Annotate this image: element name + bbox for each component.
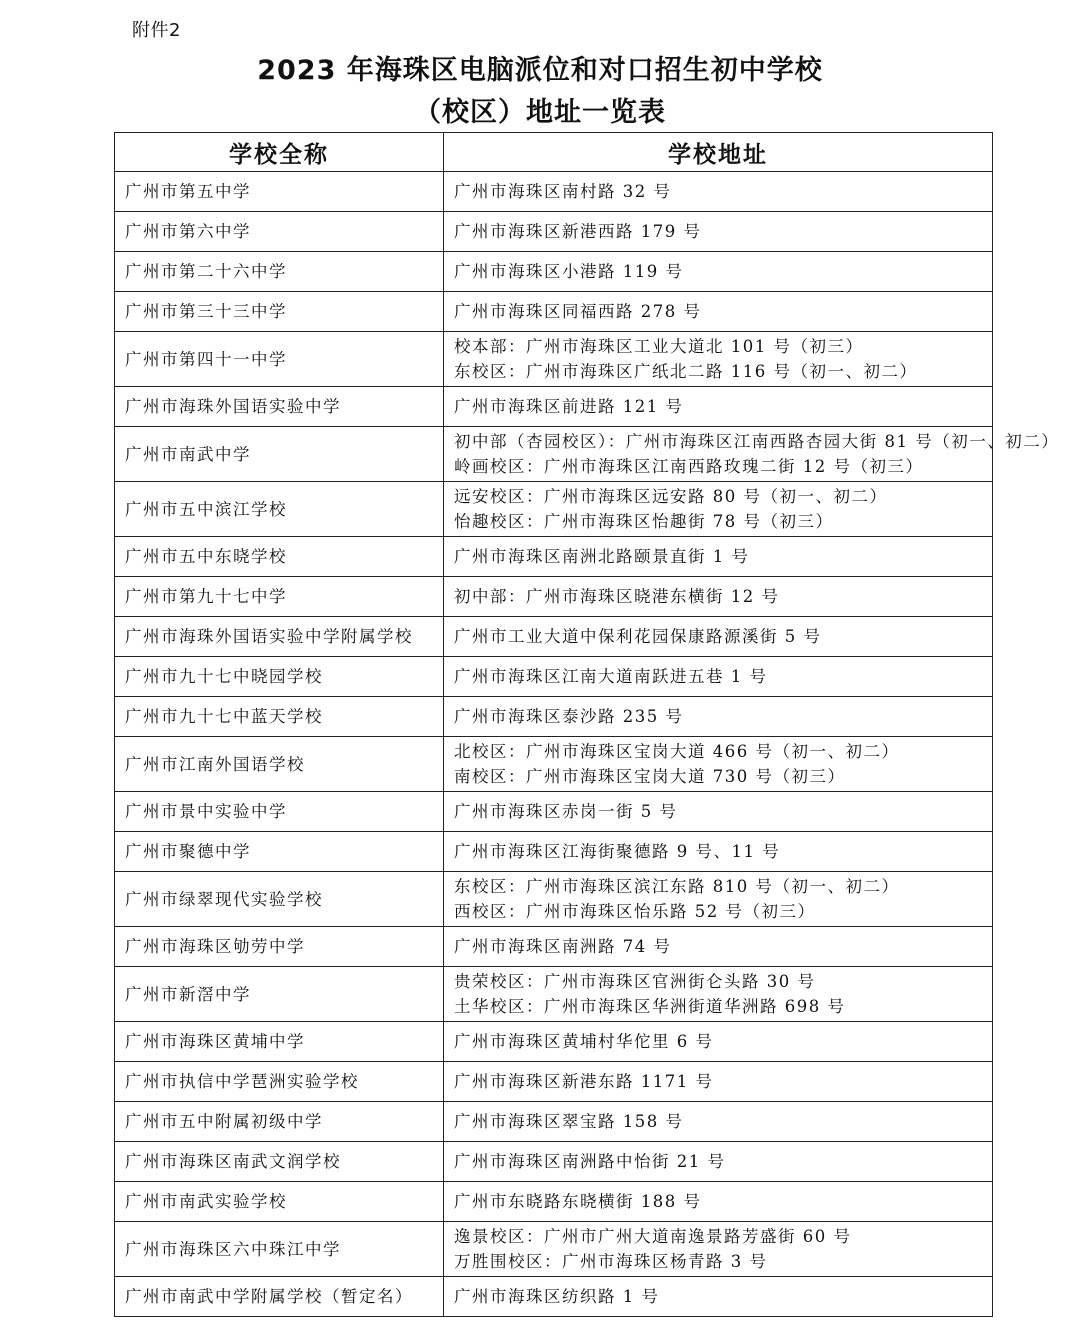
school-name-cell: 广州市九十七中晓园学校 (115, 657, 444, 697)
address-line: 广州市海珠区江南大道南跃进五巷 1 号 (454, 667, 768, 686)
address-line: 广州市海珠区纺织路 1 号 (454, 1287, 660, 1306)
school-address-cell (444, 387, 993, 427)
school-address-cell (444, 1182, 993, 1222)
address-line: 东校区：广州市海珠区滨江东路 810 号（初一、初二） (454, 877, 900, 896)
school-address-table (114, 132, 1060, 1317)
school-address-cell (444, 832, 993, 872)
table-row (115, 577, 993, 617)
address-line: 南校区：广州市海珠区宝岗大道 730 号（初三） (454, 767, 846, 786)
school-name-cell: 广州市五中东晓学校 (115, 537, 444, 577)
address-line: 远安校区：广州市海珠区远安路 80 号（初一、初二） (454, 487, 888, 506)
school-address-cell (444, 482, 993, 537)
table-row (115, 1102, 993, 1142)
table-row (115, 1142, 993, 1182)
school-address-cell (444, 927, 993, 967)
table-row (115, 427, 993, 482)
table-row (115, 252, 993, 292)
school-address-cell (444, 1062, 993, 1102)
table-row (115, 1222, 993, 1277)
document-title-line-1: 2023 年海珠区电脑派位和对口招生初中学校 (257, 55, 823, 86)
table-row (115, 387, 993, 427)
table-row (115, 832, 993, 872)
table-row (115, 212, 993, 252)
address-line: 广州市海珠区南洲北路颐景直街 1 号 (454, 547, 750, 566)
table-row (115, 482, 993, 537)
table-row (115, 537, 993, 577)
address-line: 广州市海珠区泰沙路 235 号 (454, 707, 684, 726)
address-line: 广州市东晓路东晓横街 188 号 (454, 1192, 702, 1211)
school-name-cell: 广州市执信中学琶洲实验学校 (115, 1062, 444, 1102)
table-row (115, 1062, 993, 1102)
table-row (115, 172, 993, 212)
school-address-cell (444, 1102, 993, 1142)
column-header-school-name: 学校全称 (115, 133, 444, 172)
school-name-cell: 广州市江南外国语学校 (115, 737, 444, 792)
school-name-cell: 广州市五中滨江学校 (115, 482, 444, 537)
table-row (115, 1022, 993, 1062)
address-line: 广州市海珠区南村路 32 号 (454, 182, 672, 201)
document-title-line-2: （校区）地址一览表 (414, 97, 666, 128)
address-line: 初中部：广州市海珠区晓港东横街 12 号 (454, 587, 780, 606)
column-header-school-address: 学校地址 (444, 133, 993, 172)
school-address-cell (444, 737, 993, 792)
school-address-cell (444, 657, 993, 697)
school-name-cell: 广州市第六中学 (115, 212, 444, 252)
table-row (115, 332, 993, 387)
table-row (115, 792, 993, 832)
address-line: 贵荣校区：广州市海珠区官洲街仑头路 30 号 (454, 972, 816, 991)
school-address-cell (444, 172, 993, 212)
table-row (115, 617, 993, 657)
address-line: 广州市工业大道中保利花园保康路源溪街 5 号 (454, 627, 822, 646)
address-line: 逸景校区：广州市广州大道南逸景路芳盛街 60 号 (454, 1227, 852, 1246)
school-name-cell: 广州市海珠区劬劳中学 (115, 927, 444, 967)
school-name-cell: 广州市景中实验中学 (115, 792, 444, 832)
school-address-cell (444, 872, 993, 927)
school-address-cell (444, 617, 993, 657)
address-line: 广州市海珠区南洲路中怡街 21 号 (454, 1152, 726, 1171)
school-name-cell: 广州市海珠区六中珠江中学 (115, 1222, 444, 1277)
address-line: 广州市海珠区黄埔村华佗里 6 号 (454, 1032, 714, 1051)
school-name-cell: 广州市五中附属初级中学 (115, 1102, 444, 1142)
address-line: 广州市海珠区小港路 119 号 (454, 262, 684, 281)
address-line: 广州市海珠区江海街聚德路 9 号、11 号 (454, 842, 781, 861)
school-address-cell (444, 537, 993, 577)
school-name-cell: 广州市海珠区南武文润学校 (115, 1142, 444, 1182)
school-name-cell: 广州市南武实验学校 (115, 1182, 444, 1222)
school-address-cell (444, 252, 993, 292)
address-line: 怡趣校区：广州市海珠区怡趣街 78 号（初三） (454, 512, 834, 531)
table-row (115, 697, 993, 737)
school-address-cell (444, 427, 1060, 482)
school-address-cell (444, 1277, 993, 1317)
school-name-cell: 广州市聚德中学 (115, 832, 444, 872)
school-address-cell (444, 1022, 993, 1062)
table-row (115, 927, 993, 967)
school-name-cell: 广州市第二十六中学 (115, 252, 444, 292)
table-row (115, 737, 993, 792)
address-line: 广州市海珠区新港西路 179 号 (454, 222, 702, 241)
school-name-cell: 广州市新滘中学 (115, 967, 444, 1022)
school-address-cell (444, 1222, 993, 1277)
table-row (115, 967, 993, 1022)
address-line: 北校区：广州市海珠区宝岗大道 466 号（初一、初二） (454, 742, 900, 761)
address-line: 广州市海珠区新港东路 1171 号 (454, 1072, 714, 1091)
school-address-cell (444, 697, 993, 737)
school-name-cell: 广州市绿翠现代实验学校 (115, 872, 444, 927)
table-row (115, 1277, 993, 1317)
school-address-cell (444, 292, 993, 332)
school-name-cell: 广州市南武中学 (115, 427, 444, 482)
school-name-cell: 广州市海珠外国语实验中学 (115, 387, 444, 427)
address-line: 广州市海珠区南洲路 74 号 (454, 937, 672, 956)
school-name-cell: 广州市海珠区黄埔中学 (115, 1022, 444, 1062)
table-row (115, 657, 993, 697)
school-name-cell: 广州市南武中学附属学校（暂定名） (115, 1277, 444, 1317)
table-body (115, 172, 1060, 1317)
school-address-cell (444, 212, 993, 252)
address-line: 西校区：广州市海珠区怡乐路 52 号（初三） (454, 902, 816, 921)
address-line: 东校区：广州市海珠区广纸北二路 116 号（初一、初二） (454, 362, 918, 381)
school-name-cell: 广州市第三十三中学 (115, 292, 444, 332)
table-row (115, 872, 993, 927)
school-name-cell: 广州市第五中学 (115, 172, 444, 212)
school-address-cell (444, 577, 993, 617)
address-line: 校本部：广州市海珠区工业大道北 101 号（初三） (454, 337, 864, 356)
table-row (115, 292, 993, 332)
attachment-label: 附件2 (132, 20, 181, 41)
table-header-row (115, 133, 993, 172)
address-line: 广州市海珠区前进路 121 号 (454, 397, 684, 416)
school-name-cell: 广州市九十七中蓝天学校 (115, 697, 444, 737)
school-name-cell: 广州市第四十一中学 (115, 332, 444, 387)
school-address-cell (444, 792, 993, 832)
address-line: 广州市海珠区同福西路 278 号 (454, 302, 702, 321)
address-line: 万胜围校区：广州市海珠区杨青路 3 号 (454, 1252, 768, 1271)
address-line: 初中部（杏园校区）：广州市海珠区江南西路杏园大街 81 号（初一、初二） (454, 432, 1060, 451)
school-name-cell: 广州市海珠外国语实验中学附属学校 (115, 617, 444, 657)
address-line: 广州市海珠区翠宝路 158 号 (454, 1112, 684, 1131)
school-address-cell (444, 1142, 993, 1182)
table-row (115, 1182, 993, 1222)
school-name-cell: 广州市第九十七中学 (115, 577, 444, 617)
address-line: 土华校区：广州市海珠区华洲街道华洲路 698 号 (454, 997, 846, 1016)
address-line: 岭画校区：广州市海珠区江南西路玫瑰二街 12 号（初三） (454, 457, 924, 476)
school-address-cell (444, 967, 993, 1022)
school-address-cell (444, 332, 993, 387)
address-line: 广州市海珠区赤岗一街 5 号 (454, 802, 678, 821)
